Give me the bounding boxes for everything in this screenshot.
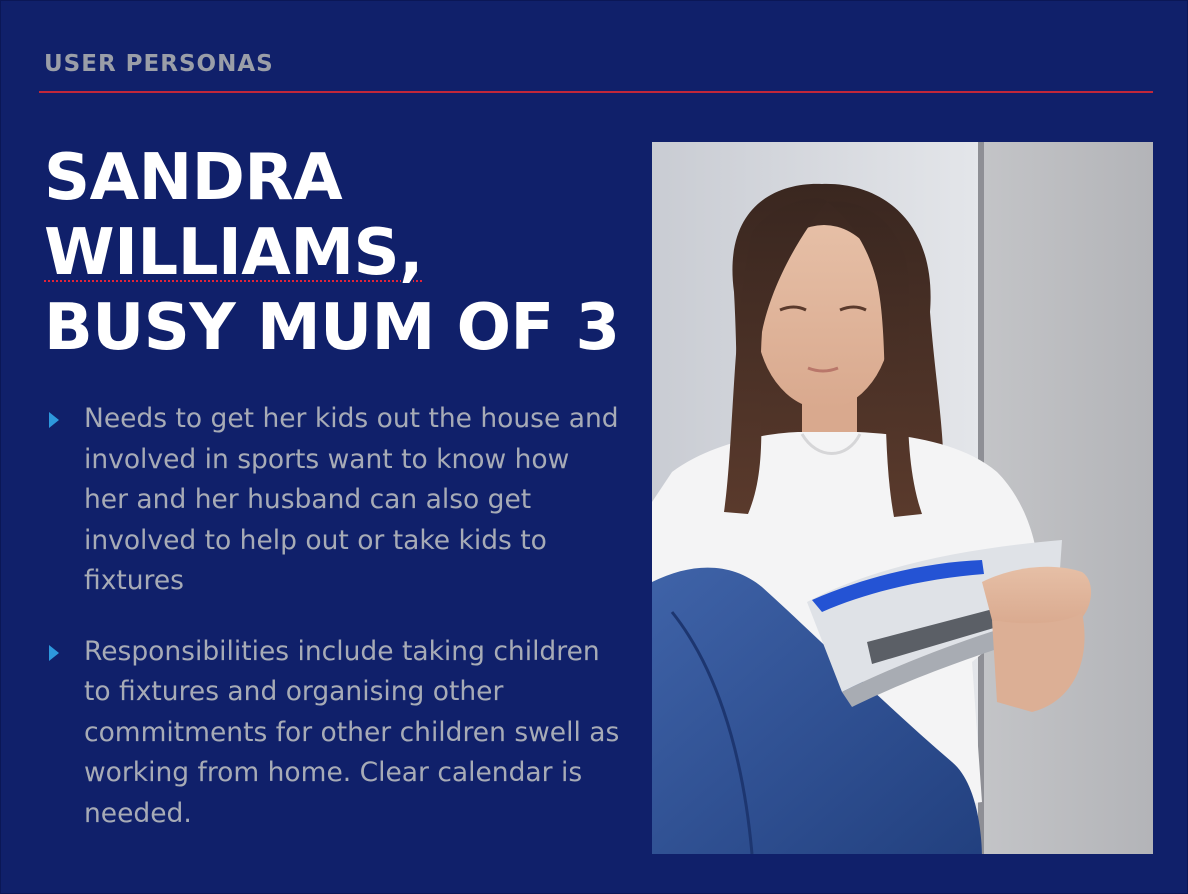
section-label: USER PERSONAS: [44, 51, 274, 77]
title-line-3: BUSY MUM OF 3: [44, 291, 620, 365]
bullet-text: Needs to get her kids out the house and involved in sports want to know how her and her husband can also get involved to help out or take kids to fixtures: [84, 403, 619, 596]
bullet-arrow-icon: [49, 412, 59, 428]
persona-photo: [652, 142, 1153, 854]
persona-title: [44, 141, 644, 366]
title-line-2: WILLIAMS,: [44, 216, 423, 290]
bullet-text: Responsibilities include taking children to fixtures and organising other commitments for other children swell as working from home. Clear calendar is needed.: [84, 635, 620, 829]
title-line-1: SANDRA: [44, 141, 343, 215]
bullet-arrow-icon: [49, 645, 59, 661]
bullet-item: [46, 632, 621, 835]
bullet-item: [46, 399, 621, 602]
bullet-list: [46, 399, 621, 864]
header-divider: [39, 91, 1153, 93]
